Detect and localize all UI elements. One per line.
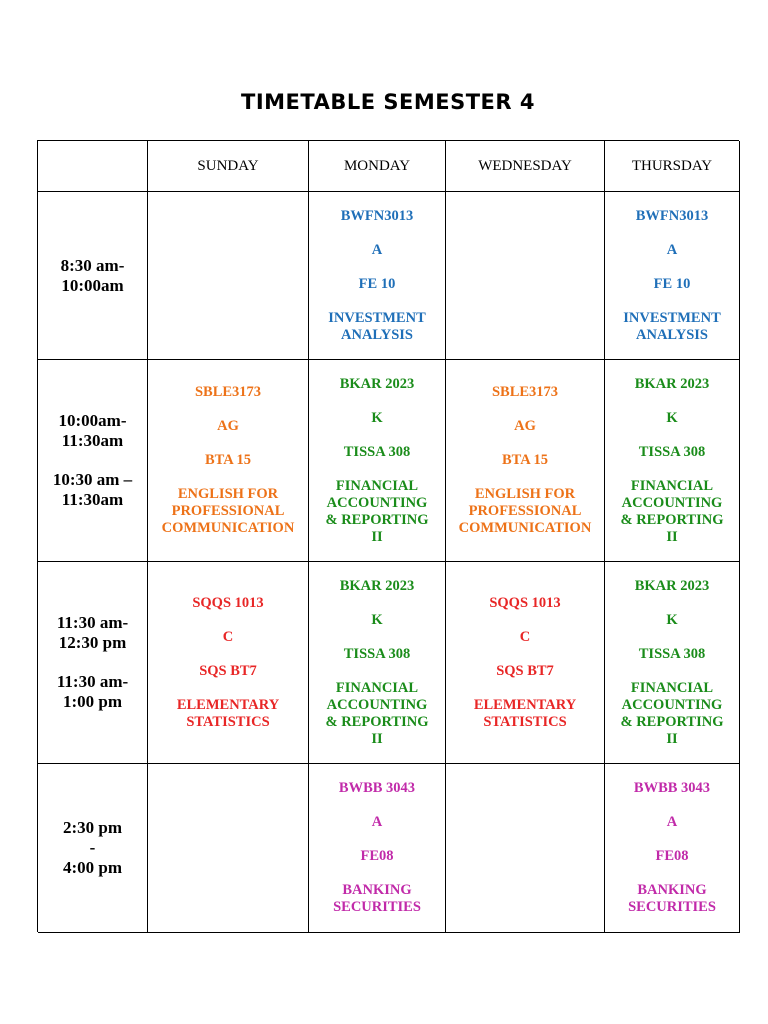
course-name-line: II	[371, 730, 383, 747]
course-name-line: ELEMENTARY	[176, 696, 280, 713]
time-slot-line: 4:00 pm	[62, 858, 123, 877]
course-group: AG	[217, 418, 239, 434]
course-cell-sunday	[148, 562, 309, 764]
course-cell-monday	[309, 192, 446, 360]
timetable-grid	[37, 140, 739, 932]
day-header-thursday: THURSDAY	[605, 141, 740, 192]
course-name-line: FINANCIAL	[630, 679, 714, 696]
time-slot-line: 11:30 am-	[56, 672, 129, 691]
course-room: TISSA 308	[343, 645, 411, 662]
course-name-line: COMMUNICATION	[458, 520, 592, 536]
course-name-line: II	[371, 528, 383, 545]
course-group: C	[519, 628, 531, 645]
course-name-line: ACCOUNTING	[326, 696, 428, 713]
course-name-line: PROFESSIONAL	[468, 503, 582, 519]
course-name-line: II	[666, 528, 678, 545]
course-name-line: INVESTMENT	[623, 309, 721, 326]
course-code: BWFN3013	[340, 207, 414, 224]
course-name-line: ENGLISH FOR	[177, 486, 279, 502]
course-room: TISSA 308	[638, 443, 706, 460]
page-title: TIMETABLE SEMESTER 4	[241, 90, 535, 114]
course-group: A	[371, 241, 383, 258]
time-slot-line: 11:30 am-	[56, 613, 129, 632]
course-name-line: STATISTICS	[186, 713, 270, 730]
course-group: K	[666, 611, 678, 628]
course-cell-thursday	[605, 562, 740, 764]
course-code: BWBB 3043	[338, 780, 416, 796]
course-cell-wednesday	[446, 192, 605, 360]
course-name-line: ANALYSIS	[636, 326, 708, 343]
course-group: A	[666, 814, 678, 830]
course-group: K	[371, 409, 383, 426]
time-slot-cell	[38, 360, 148, 562]
time-slot-cell	[38, 562, 148, 764]
course-group: C	[222, 628, 234, 645]
course-name-line: ANALYSIS	[341, 326, 413, 343]
course-name-line: COMMUNICATION	[161, 520, 295, 536]
course-cell-wednesday	[446, 562, 605, 764]
time-slot-line: 11:30am	[61, 490, 124, 509]
corner-cell	[38, 141, 148, 192]
course-name-line: ACCOUNTING	[326, 494, 428, 511]
course-name-line: BANKING	[342, 882, 412, 898]
course-name-line: INVESTMENT	[328, 309, 426, 326]
course-code: BKAR 2023	[339, 577, 415, 594]
course-room: SQS BT7	[496, 662, 554, 679]
course-code: BWFN3013	[635, 207, 709, 224]
course-group: A	[666, 241, 678, 258]
course-code: BWBB 3043	[633, 780, 711, 796]
time-slot-line: 10:30 am –	[52, 470, 133, 489]
course-name-line: & REPORTING	[620, 511, 724, 528]
course-room: FE08	[360, 848, 394, 864]
course-cell-thursday	[605, 192, 740, 360]
course-code: SBLE3173	[194, 384, 262, 400]
course-cell-monday	[309, 360, 446, 562]
day-header-sunday: SUNDAY	[148, 141, 309, 192]
course-name-line: STATISTICS	[483, 713, 567, 730]
course-code: BKAR 2023	[634, 577, 710, 594]
time-slot-line: 8:30 am-	[60, 255, 125, 275]
course-name-line: & REPORTING	[620, 713, 724, 730]
course-cell-monday	[309, 562, 446, 764]
course-group: K	[666, 409, 678, 426]
course-room: FE 10	[358, 275, 396, 292]
course-room: TISSA 308	[343, 443, 411, 460]
course-room: BTA 15	[204, 452, 252, 468]
time-slot-cell	[38, 192, 148, 360]
course-name-line: ELEMENTARY	[473, 696, 577, 713]
course-name-line: ACCOUNTING	[621, 494, 723, 511]
course-room: FE08	[655, 848, 689, 864]
course-cell-sunday	[148, 192, 309, 360]
course-name-line: FINANCIAL	[335, 477, 419, 494]
course-code: SBLE3173	[491, 384, 559, 400]
course-cell-wednesday	[446, 764, 605, 933]
course-code: SQQS 1013	[192, 594, 264, 611]
course-name-line: ENGLISH FOR	[474, 486, 576, 502]
course-cell-monday	[309, 764, 446, 933]
course-name-line: II	[666, 730, 678, 747]
course-cell-sunday	[148, 360, 309, 562]
time-slot-line: 12:30 pm	[58, 633, 127, 652]
course-name-line: FINANCIAL	[335, 679, 419, 696]
course-cell-thursday	[605, 764, 740, 933]
course-name-line: SECURITIES	[333, 899, 421, 915]
course-room: FE 10	[653, 275, 691, 292]
time-slot-cell	[38, 764, 148, 933]
course-name-line: & REPORTING	[325, 713, 429, 730]
course-room: SQS BT7	[199, 662, 257, 679]
time-slot-line: 2:30 pm	[62, 818, 123, 837]
course-name-line: PROFESSIONAL	[171, 503, 285, 519]
course-code: SQQS 1013	[489, 594, 561, 611]
course-name-line: FINANCIAL	[630, 477, 714, 494]
day-header-monday: MONDAY	[309, 141, 446, 192]
course-group: K	[371, 611, 383, 628]
time-slot-line: 1:00 pm	[62, 692, 123, 711]
time-slot-line: 10:00am	[61, 275, 124, 295]
course-room: TISSA 308	[638, 645, 706, 662]
day-header-wednesday: WEDNESDAY	[446, 141, 605, 192]
course-code: BKAR 2023	[339, 375, 415, 392]
course-cell-wednesday	[446, 360, 605, 562]
course-group: A	[371, 814, 383, 830]
course-room: BTA 15	[501, 452, 549, 468]
course-group: AG	[514, 418, 536, 434]
course-name-line: ACCOUNTING	[621, 696, 723, 713]
time-slot-line: 10:00am-	[58, 411, 127, 430]
course-name-line: BANKING	[637, 882, 707, 898]
course-name-line: & REPORTING	[325, 511, 429, 528]
time-slot-line: -	[89, 838, 96, 857]
time-slot-line: 11:30am	[61, 431, 124, 450]
course-cell-thursday	[605, 360, 740, 562]
course-name-line: SECURITIES	[628, 899, 716, 915]
course-cell-sunday	[148, 764, 309, 933]
course-code: BKAR 2023	[634, 375, 710, 392]
